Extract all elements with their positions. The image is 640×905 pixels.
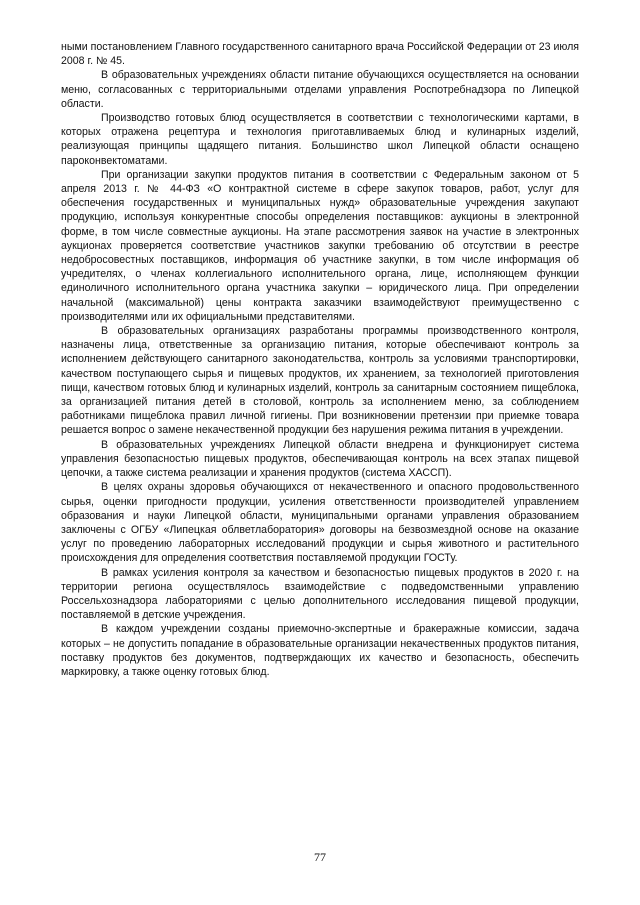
paragraph-continuation: ными постановлением Главного государственного санитарного врача Российской Федерации от 23 июля 2008 г. № 45. <box>61 41 579 68</box>
paragraph-haccp: В образовательных учреждениях Липецкой области внедрена и функционирует система управления безопасностью пищевых продуктов, обеспечивающая контроль на всех этапах пищевой цепочки, а также система реализации и хранения продуктов (система ХАССП). <box>61 438 579 480</box>
paragraph-menu: В образовательных учреждениях области питание обучающихся осуществляется на основании меню, согласованных с территориальными отделами управления Роспотребнадзора по Липецкой области. <box>61 69 579 110</box>
paragraph-dishes: Производство готовых блюд осуществляется в соответствии с технологическими картами, в которых отражена рецептура и технология приготавливаемых блюд и кулинарных изделий, реализующая принципы щадящего питания. Большинство школ Липецкой области оснащено пароконвектоматами. <box>61 112 579 167</box>
paragraph-commissions: В каждом учреждении созданы приемочно-экспертные и бракеражные комиссии, задача которых – не допустить попадание в образовательные организации некачественных продуктов питания, поставку продуктов без документов, подтверждающих их качество и безопасность, обеспечить маркировку, а также оценку готовых блюд. <box>61 623 579 678</box>
paragraph-rosselkhoznadzor: В рамках усиления контроля за качеством и безопасностью пищевых продуктов в 2020 г. на территории региона осуществлялось взаимодействие с подведомственными управлению Россельхознадзора лабораториями с целью дополнительного исследования пищевой продукции, поставляемой в детские учреждения. <box>61 566 579 622</box>
page-number: 77 <box>314 850 326 864</box>
paragraph-laboratory: В целях охраны здоровья обучающихся от некачественного и опасного продовольственного сырья, оценки пригодности продукции, усиления ответственности производителей управлением образования и науки Липецкой области, муниципальными органами управления образованием заключены с ОГБУ «Липецкая облветлаборатория» договоры на безвозмездной основе на оказание услуг по проведению лабораторных исследований продукции и сырья животного и растительного происхождения для определения соответствия поставляемой продукции ГОСТу. <box>61 481 579 565</box>
paragraph-production-control: В образовательных организациях разработаны программы производственного контроля, назначены лица, ответственные за организацию питания, которые обеспечивают контроль за исполнением действующего санитарного законодательства, контроль за условиями транспортировки, качеством поступающего сырья и пищевых продуктов, их хранением, за технологией приготовления пищи, качеством готовых блюд и кулинарных изделий, контроль за санитарным состоянием пищеблока, за организацией питания детей в столовой, контроль за исполнением меню, за соблюдением работниками пищеблока правил личной гигиены. При возникновении претензии при приемке товара решается вопрос о замене некачественной продукции без нарушения режима питания в учреждении. <box>61 325 579 437</box>
document-body <box>61 40 579 679</box>
paragraph-procurement: При организации закупки продуктов питания в соответствии с Федеральным законом от 5 апреля 2013 г. № 44-ФЗ «О контрактной системе в сфере закупок товаров, работ, услуг для обеспечения государственных и муниципальных нужд» образовательные учреждения закупают продукцию, используя конкурентные способы определения поставщиков: аукционы в электронной форме, в том числе совместные аукционы. На этапе рассмотрения заявок на участие в электронных аукционах проверяется соответствие участников закупки требованию об отсутствии в реестре недобросовестных поставщиков, информация об участнике закупки, в том числе информация об учредителях, о членах коллегиального исполнительного органа, лице, исполняющем функции единоличного исполнительного органа участника закупки – юридического лица. При определении начальной (максимальной) цены контракта заказчики взаимодействуют преимущественно с производителями или их официальными представителями. <box>61 168 579 323</box>
